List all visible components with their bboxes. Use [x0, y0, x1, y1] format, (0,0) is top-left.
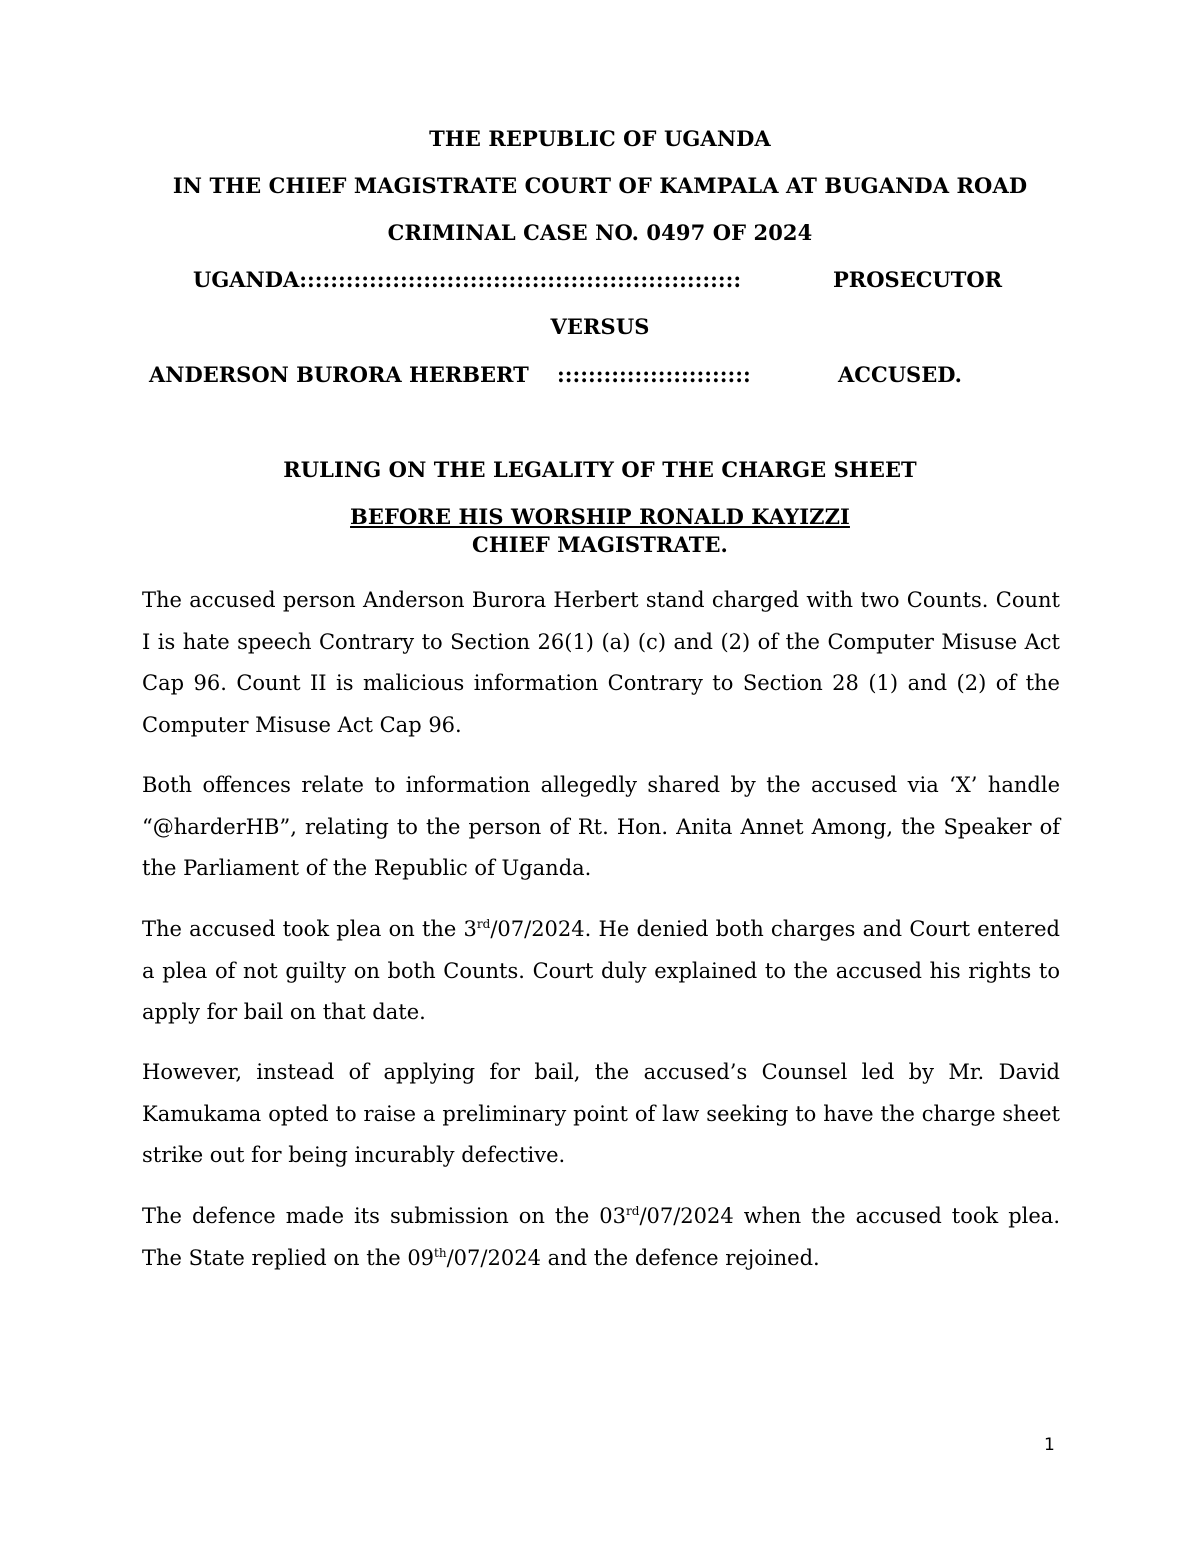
versus-label: VERSUS	[550, 314, 650, 339]
ordinal-suffix: th	[434, 1245, 447, 1260]
paragraph-submissions-text-end: /07/2024 and the defence rejoined.	[446, 1245, 820, 1270]
prosecutor-name: UGANDA:::::::::::::::::::::::::::::::::::::::::::::::::::::::::	[193, 267, 742, 292]
page-number: 1	[1044, 1435, 1055, 1455]
paragraph-submissions	[142, 1196, 1060, 1279]
paragraph-plea-text-start: The accused took plea on the 3	[142, 917, 477, 941]
accused-name: ANDERSON BURORA HERBERT	[149, 362, 529, 387]
paragraph-offences: Both offences relate to information allegedly shared by the accused via ‘X’ handle “@harderHB”, relating to the person of Rt. Hon. Anita Annet Among, the Speaker of the Parliament of the Republic of Uganda.	[142, 773, 1060, 880]
prosecutor-role: PROSECUTOR	[833, 267, 1003, 292]
paragraph-charges: The accused person Anderson Burora Herbert stand charged with two Counts. Count I is hate speech Contrary to Section 26(1) (a) (c) and (2) of the Computer Misuse Act Cap 96. Count II is malicious information Contrary to Section 28 (1) and (2) of the Computer Misuse Act Cap 96.	[142, 588, 1060, 737]
ruling-title: RULING ON THE LEGALITY OF THE CHARGE SHEET	[283, 457, 917, 482]
before-magistrate-heading: BEFORE HIS WORSHIP RONALD KAYIZZI	[350, 504, 850, 529]
paragraph-preliminary-objection: However, instead of applying for bail, the accused’s Counsel led by Mr. David Kamukama opted to raise a preliminary point of law seeking to have the charge sheet strike out for being incurably defective.	[142, 1060, 1060, 1167]
ordinal-suffix: rd	[476, 917, 491, 931]
case-number-heading: CRIMINAL CASE NO. 0497 OF 2024	[387, 220, 813, 245]
paragraph-plea-text-end: /07/2024. He denied both charges and Court entered a plea of not guilty on both Counts. Court duly explained to the accused his rights to apply for bail on that date.	[142, 917, 1060, 1024]
paragraph-plea	[142, 909, 1060, 1034]
paragraph-submissions-text-middle: /07/2024 when the accused took plea. The State replied on the 09	[142, 1204, 1060, 1270]
republic-heading: THE REPUBLIC OF UGANDA	[429, 126, 771, 151]
court-heading: IN THE CHIEF MAGISTRATE COURT OF KAMPALA AT BUGANDA ROAD	[172, 173, 1028, 198]
accused-separator: :::::::::::::::::::::::::	[557, 362, 751, 387]
magistrate-office-heading: CHIEF MAGISTRATE.	[472, 532, 728, 557]
ordinal-suffix: rd	[626, 1204, 640, 1218]
paragraph-submissions-text-start: The defence made its submission on the 03	[142, 1204, 627, 1228]
accused-role: ACCUSED.	[838, 362, 962, 387]
